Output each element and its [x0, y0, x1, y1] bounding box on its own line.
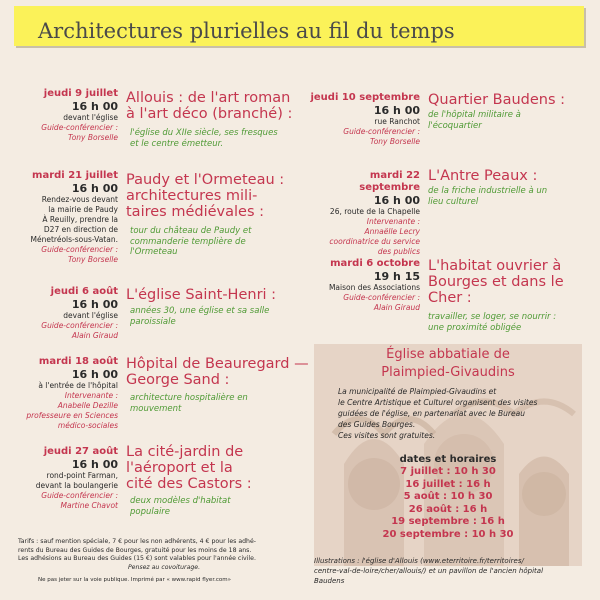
event-guide: Alain Giraud — [71, 331, 118, 340]
event-role: Guide-conférencier : — [343, 293, 420, 302]
tarifs-line: rents du Bureau des Guides de Bourges, gratuité pour les moins de 18 ans. — [18, 546, 252, 554]
tarifs-line: Les adhésions au Bureau des Guides (15 €) sont valables pour l'année civile. — [18, 555, 256, 562]
event-time: 16 h 00 — [71, 368, 118, 381]
subtitle-line: mouvement — [130, 403, 182, 414]
tarifs-line: Tarifs : sauf mention spéciale, 7 € pour les non adhérents, 4 € pour les adhé- — [18, 538, 256, 545]
subtitle-line: une proximité obligée — [428, 322, 522, 333]
plaimpied-title — [314, 346, 582, 382]
event-baudens-subtitle — [428, 110, 521, 131]
event-guide: Annaëlle Lecry — [364, 227, 420, 236]
event-place: À Reuilly, prendre la — [42, 215, 118, 224]
description-line: guidées de l'église, en partenariat avec le Bureau — [338, 409, 525, 418]
title-line: cité des Castors : — [126, 476, 252, 493]
subtitle-line: lieu culturel — [428, 196, 479, 207]
title-banner — [14, 6, 584, 46]
schedule-item: 26 août : 16 h — [408, 503, 488, 515]
event-paudy-title — [126, 172, 284, 221]
description-line: des Guides Bourges. — [338, 420, 416, 429]
title-line: Hôpital de Beauregard — — [126, 356, 309, 372]
event-date: mardi 21 juillet — [32, 170, 118, 181]
event-habitat-ouvrier-title — [428, 258, 564, 307]
event-date: jeudi 10 septembre — [310, 92, 420, 103]
title-line: La cité-jardin de — [126, 444, 244, 460]
event-time: 16 h 00 — [71, 100, 118, 113]
event-role: Guide-conférencier : — [41, 321, 118, 330]
event-paudy-info — [14, 170, 118, 265]
page-title: Architectures plurielles au fil du temps — [38, 19, 455, 43]
event-time: 16 h 00 — [71, 182, 118, 195]
event-place: rond-point Farman, — [46, 471, 118, 480]
subtitle-line: travailler, se loger, se nourrir : — [428, 312, 557, 322]
event-time: 16 h 00 — [71, 458, 118, 471]
title-line: l'aéroport et la — [126, 460, 233, 477]
title-line: Bourges et dans le — [428, 274, 564, 291]
event-cite-jardin-title — [126, 444, 252, 493]
title-line: Cher : — [428, 290, 472, 307]
event-role: Intervenante : — [366, 217, 420, 226]
event-guide-detail: coordinatrice du service — [329, 237, 420, 246]
credit-line: centre-val-de-loire/cher/allouis/) et un pavillon de l'ancien hôpital — [314, 567, 544, 575]
credit-line: Baudens — [314, 577, 345, 585]
event-role: Intervenante : — [64, 391, 118, 400]
subtitle-line: l'Ormeteau — [130, 247, 178, 258]
title-line: à l'art déco (branché) : — [126, 106, 293, 123]
event-antre-peaux-info — [306, 170, 420, 257]
schedule-item: 20 septembre : 10 h 30 — [382, 528, 514, 540]
event-guide: Anabelle Dezille — [57, 401, 118, 410]
event-paudy-subtitle — [130, 226, 251, 258]
event-date: jeudi 27 août — [43, 446, 118, 457]
event-beauregard-title — [126, 356, 309, 388]
event-place: devant l'église — [63, 113, 118, 122]
event-guide: Tony Borselle — [370, 137, 420, 146]
subtitle-line: et le centre émetteur. — [130, 138, 224, 149]
event-place: la mairie de Paudy — [48, 205, 118, 214]
event-allouis-title — [126, 90, 292, 122]
event-role: Guide-conférencier : — [41, 123, 118, 132]
event-cite-jardin-subtitle — [130, 496, 231, 517]
event-allouis-info — [14, 88, 118, 143]
event-baudens-info — [306, 92, 420, 147]
event-antre-peaux-title — [428, 168, 537, 184]
event-place: devant la boulangerie — [35, 481, 118, 490]
event-place: 26, route de la Chapelle — [329, 207, 420, 216]
event-allouis-subtitle — [130, 128, 278, 149]
event-habitat-ouvrier-info — [306, 258, 420, 313]
subtitle-line: architecture hospitalière en — [130, 393, 248, 403]
event-time: 19 h 15 — [373, 270, 420, 283]
subtitle-line: paroissiale — [130, 316, 176, 327]
event-time: 16 h 00 — [71, 298, 118, 311]
event-time: 16 h 00 — [373, 104, 420, 117]
subtitle-line: commanderie templière de — [130, 236, 246, 247]
event-date: jeudi 6 août — [50, 286, 118, 297]
event-guide-detail: professeure en Sciences — [26, 411, 118, 420]
event-cite-jardin-info — [14, 446, 118, 511]
event-role: Guide-conférencier : — [41, 245, 118, 254]
event-date: jeudi 9 juillet — [43, 88, 118, 99]
event-place: à l'entrée de l'hôpital — [38, 381, 118, 390]
plaimpied-title-line: Église abbatiale de — [386, 347, 510, 362]
plaimpied-box — [314, 344, 582, 566]
subtitle-line: de la friche industrielle à un — [428, 186, 548, 196]
title-line: L'habitat ouvrier à — [428, 258, 562, 274]
event-place: D27 en direction de — [43, 225, 118, 234]
title-line: taires médiévales : — [126, 204, 264, 221]
subtitle-line: tour du château de Paudy et — [130, 226, 252, 236]
title-line: George Sand : — [126, 372, 230, 389]
event-place: Maison des Associations — [328, 283, 420, 292]
title-line: Quartier Baudens : — [428, 92, 566, 108]
title-line: architectures mili- — [126, 188, 258, 205]
print-notice: Ne pas jeter sur la voie publique. Imprimé par « www.rapid flyer.com» — [38, 577, 231, 583]
subtitle-line: deux modèles d'habitat — [130, 496, 231, 506]
description-line: Ces visites sont gratuites. — [338, 431, 436, 440]
event-baudens-title — [428, 92, 565, 108]
subtitle-line: l'écoquartier — [428, 120, 482, 131]
tarifs-note — [18, 538, 310, 572]
title-line: Allouis : de l'art roman — [126, 90, 291, 106]
covoiturage-note: Pensez au covoiturage. — [127, 563, 201, 571]
event-role: Guide-conférencier : — [41, 491, 118, 500]
schedule-item: 7 juillet : 10 h 30 — [400, 466, 496, 477]
subtitle-line: années 30, une église et sa salle — [130, 306, 270, 316]
event-guide: Tony Borselle — [68, 133, 118, 142]
event-habitat-ouvrier-subtitle — [428, 312, 556, 333]
event-place: rue Ranchot — [374, 117, 420, 126]
event-guide: Alain Giraud — [373, 303, 420, 312]
event-beauregard-subtitle — [130, 393, 248, 414]
subtitle-line: de l'hôpital militaire à — [428, 110, 521, 120]
event-saint-henri-title — [126, 287, 276, 303]
title-line: L'Antre Peaux : — [428, 168, 538, 184]
title-line: Paudy et l'Ormeteau : — [126, 172, 285, 188]
event-date: mardi 6 octobre — [330, 258, 420, 269]
event-guide-detail: médico-sociales — [57, 421, 118, 430]
event-beauregard-info — [14, 356, 118, 431]
event-guide: Tony Borselle — [68, 255, 118, 264]
schedule-title: dates et horaires — [399, 454, 497, 465]
schedule-item: 16 juillet : 16 h — [405, 478, 491, 490]
event-antre-peaux-subtitle — [428, 186, 547, 207]
description-line: La municipalité de Plaimpied-Givaudins et — [338, 387, 497, 396]
event-saint-henri-subtitle — [130, 306, 269, 327]
schedule-item: 19 septembre : 16 h — [391, 516, 505, 527]
description-line: le Centre Artistique et Culturel organisent des visites — [338, 398, 538, 407]
subtitle-line: populaire — [130, 506, 171, 517]
event-date: mardi 22 septembre — [359, 170, 420, 193]
illustrations-credit — [314, 556, 590, 586]
credit-line: Illustrations : l'église d'Allouis (www.eterritoire.fr/territoires/ — [314, 557, 524, 565]
event-guide: Martine Chavot — [60, 501, 118, 510]
event-place: devant l'église — [63, 311, 118, 320]
schedule-list — [314, 466, 582, 541]
event-date: mardi 18 août — [38, 356, 118, 367]
event-place: Ménetréols-sous-Vatan. — [30, 235, 118, 244]
event-place: Rendez-vous devant — [41, 195, 118, 204]
event-role: Guide-conférencier : — [343, 127, 420, 136]
schedule-item: 5 août : 10 h 30 — [403, 491, 493, 502]
title-line: L'église Saint-Henri : — [126, 287, 277, 303]
event-time: 16 h 00 — [373, 194, 420, 207]
plaimpied-description — [338, 386, 574, 441]
plaimpied-title-line: Plaimpied-Givaudins — [381, 365, 515, 380]
event-saint-henri-info — [14, 286, 118, 341]
event-guide-detail: des publics — [377, 247, 420, 256]
subtitle-line: l'église du XIIe siècle, ses fresques — [130, 128, 278, 138]
